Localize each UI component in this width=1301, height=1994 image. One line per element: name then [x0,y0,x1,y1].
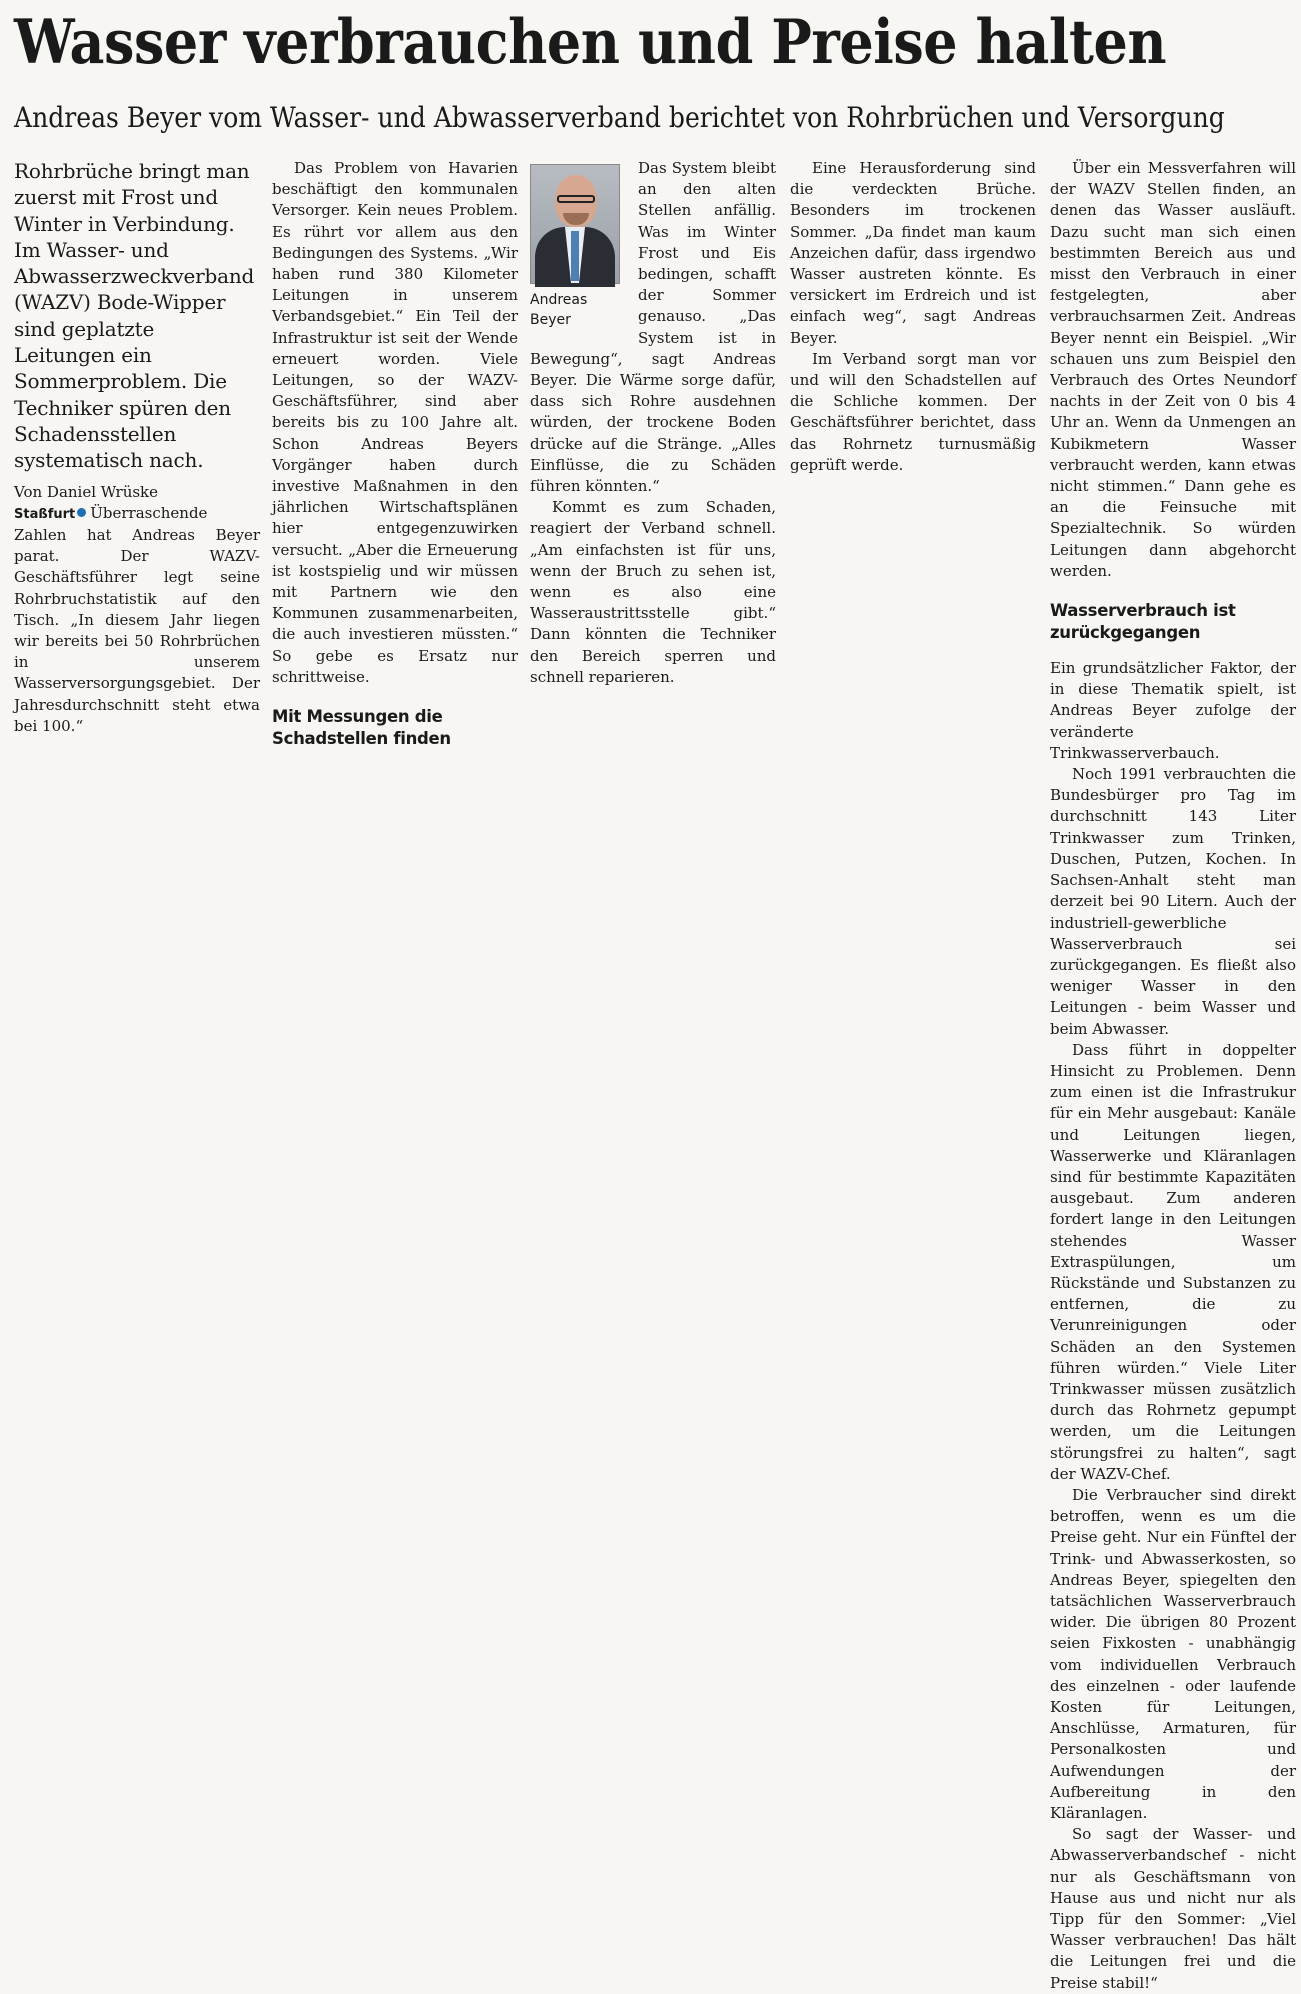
author-photo-block [530,164,626,330]
column-2 [272,158,518,764]
body-paragraph-7: Über ein Messverfahren will der WAZV Stellen finden, an denen das Wasser ausläuft. Dazu sucht man sich einen bestimmten Bereich aus und misst den Verbrauch in einer festgelegten, aber verbrauchsarmen Zeit. Andreas Beyer nennt ein Beispiel. „Wir schauen uns zum Beispiel den Verbrauch des Ortes Neundorf nachts in der Zeit von 0 bis 4 Uhr an. Wenn da Unmengen an Kubikmetern Wasser verbraucht werden, kann etwas nicht stimmen.“ Dann gehe es an die Feinsuche mit Spezialtechnik. So würden Leitungen dann abgehorcht werden. [1050,159,1296,580]
dateline-dot-icon [77,508,86,517]
headline: Wasser verbrauchen und Preise halten [14,7,1167,78]
portrait-glasses [557,195,595,203]
column-5 [1050,158,1296,1992]
lead-paragraph: Rohrbrüche bringt man zuerst mit Frost und Winter in Verbindung. Im Wasser- und Abwasserzweckverband (WAZV) Bode-Wipper sind geplatzte Leitungen ein Sommerproblem. Die Techniker spüren den Schadensstellen systematisch nach. [14,159,255,473]
subhead-consumption: Wasserverbrauch ist zurückgegangen [1050,601,1236,643]
body-paragraph-3: Das System bleibt an den alten Stellen anfällig. Was im Winter Frost und Eis bedingen, schafft der Sommer genauso. „Das System ist in Bewegung“, sagt Andreas Beyer. Die Wärme sorge dafür, dass sich Rohre ausdehnen würden, der trockene Boden drücke auf die Stränge. „Alles Einflüsse, die zu Schäden führen könnten.“ [530,159,776,496]
body-paragraph-5: Eine Herausforderung sind die verdeckten Brüche. Besonders im trockenen Sommer. „Da findet man kaum Anzeichen dafür, dass irgendwo Wasser austreten könnte. Es versickert im Erdreich und ist einfach weg“, sagt Andreas Beyer. [790,159,1036,347]
byline: Von Daniel Wrüske [14,482,159,501]
body-paragraph-12: So sagt der Wasser- und Abwasserverbandschef - nicht nur als Geschäftsmann von Hause aus und nicht nur als Tipp für den Sommer: „Viel Wasser verbrauchen! Das hält die Leitungen frei und die Preise stabil!“ [1050,1825,1296,1992]
dateline: Staßfurt [14,506,76,522]
body-paragraph-11: Die Verbraucher sind direkt betroffen, wenn es um die Preise geht. Nur ein Fünftel der Trink- und Abwasserkosten, so Andreas Beyer, spiegelten den tatsächlichen Wasserverbrauch wider. Die übrigen 80 Prozent seien Fixkosten - unabhängig vom individuellen Verbrauch des einzelnen - oder laufende Kosten für Leitungen, Anschlüsse, Armaturen, für Personalkosten und Aufwendungen der Aufbereitung in den Kläranlagen. [1050,1485,1296,1823]
portrait-tie [571,231,579,281]
body-paragraph-10: Dass führt in doppelter Hinsicht zu Problemen. Denn zum einen ist die Infrastrukur für ein Mehr ausgebaut: Kanäle und Leitungen liegen, Wasserwerke und Kläranlagen sind für bestimmte Kapazitäten ausgebaut. Zum anderen fordert lange in den Leitungen stehendes Wasser Extraspülungen, um Rückstände und Substanzen zu entfernen, die zu Verunreinigungen oder Schäden an den Systemen führen würden.“ Viele Liter Trinkwasser müssen zusätzlich durch das Rohrnetz gepumpt werden, um die Leitungen störungsfrei zu halten“, sagt der WAZV-Chef. [1050,1040,1296,1483]
body-paragraph-8: Ein grundsätzlicher Faktor, der in diese Thematik spielt, ist Andreas Beyer zufolge der veränderte Trinkwasserverbauch. [1050,659,1296,762]
body-paragraph-2: Das Problem von Havarien beschäftigt den kommunalen Versorger. Kein neues Problem. Es rührt vor allem aus den Bedingungen des Systems. „Wir haben rund 380 Kilometer Leitungen in unserem Verbandsgebiet.“ Ein Teil der Infrastruktur ist seit der Wende erneuert worden. Viele Leitungen, so der WAZV-Geschäftsführer, sind aber bereits bis zu 100 Jahre alt. Schon Andreas Beyers Vorgänger haben durch investive Maßnahmen in den jährlichen Wirtschaftsplänen hier entgegenzuwirken versucht. „Aber die Erneuerung ist kostspielig und wir müssen mit Partnern wie den Kommunen zusammenarbeiten, die auch investieren müssten.“ So gebe es Ersatz nur schrittweise. [272,159,518,686]
body-paragraph-9: Noch 1991 verbrauchten die Bundesbürger pro Tag im durchschnitt 143 Liter Trinkwasser zum Trinken, Duschen, Putzen, Kochen. In Sachsen-Anhalt steht man derzeit bei 90 Litern. Auch der industriell-gewerbliche Wasserverbrauch sei zurückgegangen. Es fließt also weniger Wasser in den Leitungen - beim Wasser und beim Abwasser. [1050,765,1296,1038]
photo-caption-line-2: Beyer [530,312,571,328]
body-paragraph-1: Staßfurt Überraschende Zahlen hat Andreas Beyer parat. Der WAZV-Geschäftsführer legt seine Rohrbruchstatistik auf den Tisch. „In diesem Jahr liegen wir bereits bei 50 Rohrbrüchen in unserem Wasserversorgungsgebiet. Der Jahresdurchschnitt steht etwa bei 100.“ [14,503,260,735]
column-1 [14,158,260,737]
column-4 [790,158,1036,476]
subheadline: Andreas Beyer vom Wasser- und Abwasserverband berichtet von Rohrbrüchen und Versorgung [14,101,1225,134]
portrait-photo [530,164,620,284]
photo-caption-line-1: Andreas [530,292,588,308]
column-3 [530,158,776,688]
body-paragraph-4: Kommt es zum Schaden, reagiert der Verband schnell. „Am einfachsten ist für uns, wenn der Bruch zu sehen ist, wenn es also eine Wasseraustrittsstelle gibt.“ Dann könnten die Techniker den Bereich sperren und schnell reparieren. [530,498,776,686]
body-paragraph-6: Im Verband sorgt man vor und will den Schadstellen auf die Schliche kommen. Der Geschäftsführer berichtet, dass das Rohrnetz turnusmäßig geprüft werde. [790,349,1036,474]
photo-caption [530,290,626,330]
subhead-measurements: Mit Messungen die Schadstellen finden [272,707,451,749]
